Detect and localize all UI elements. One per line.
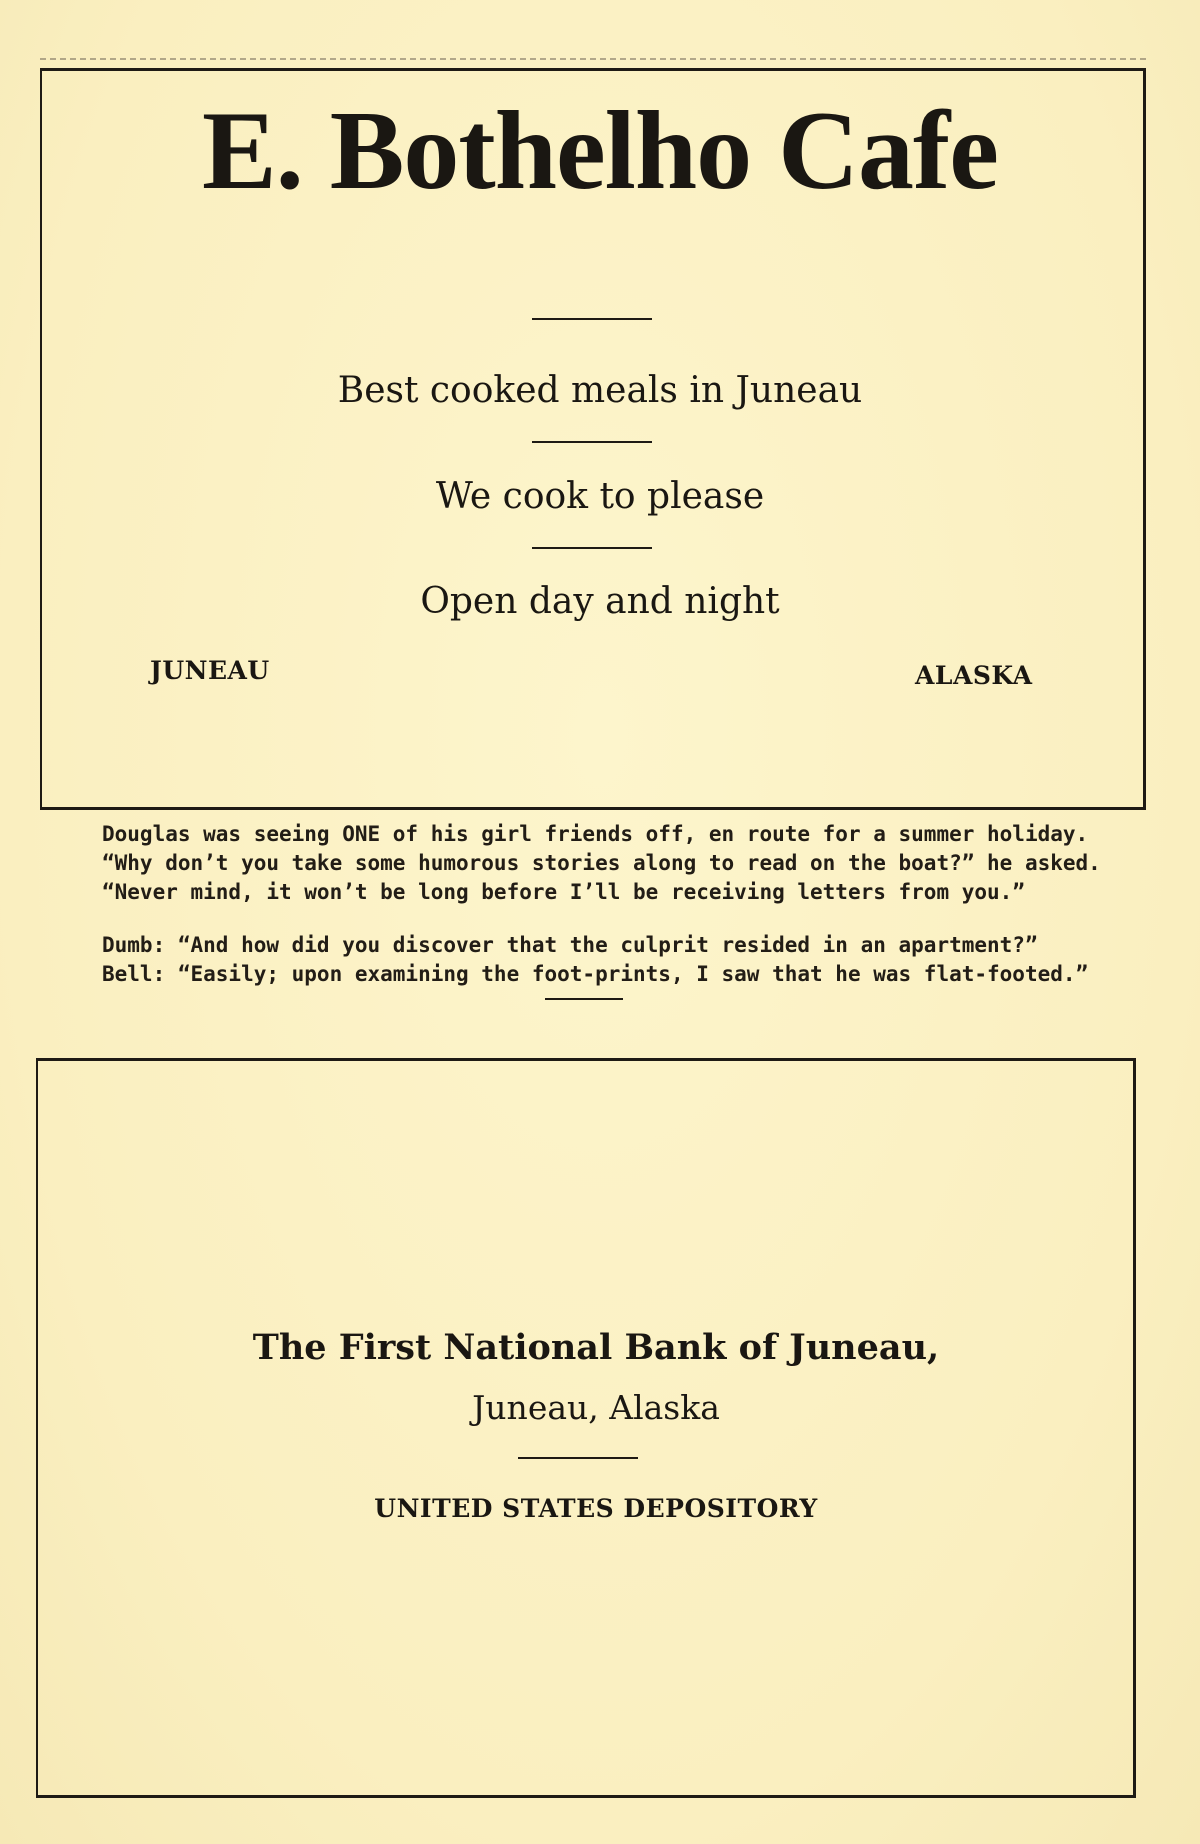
bank-city: Juneau, Alaska (472, 1388, 720, 1427)
joke2-answer: Bell: “Easily; upon examining the foot-prints, I saw that he was flat-footed.” (102, 962, 1089, 986)
cafe-divider-2 (532, 441, 652, 443)
joke1-punchline: “Never mind, it won’t be long before I’ll be receiving letters from you.” (102, 880, 1025, 904)
bank-designation: UNITED STATES DEPOSITORY (374, 1494, 818, 1523)
joke1-setup: Douglas was seeing ONE of his girl friends off, en route for a summer holiday. (102, 822, 1089, 846)
jokes-section (40, 820, 1140, 989)
joke2-question: Dumb: “And how did you discover that the culprit resided in an apartment?” (102, 933, 1038, 957)
cafe-tagline-cook: We cook to please (435, 476, 765, 517)
top-dashed-rule (40, 58, 1146, 60)
cafe-divider-3 (532, 547, 652, 549)
cafe-title: E. Bothelho Cafe (202, 89, 998, 213)
bank-divider (518, 1457, 638, 1459)
cafe-city-label: JUNEAU (150, 656, 270, 685)
bank-advertisement-box (36, 1058, 1136, 1798)
cafe-divider-1 (532, 318, 652, 320)
cafe-tagline-hours: Open day and night (420, 581, 780, 622)
cafe-state-label: ALASKA (915, 661, 1033, 690)
joke1-question: “Why don’t you take some humorous stories along to read on the boat?” he asked. (102, 851, 1101, 875)
bank-name: The First National Bank of Juneau, (252, 1327, 940, 1368)
joke-gap (40, 907, 1140, 931)
joke-separator (545, 998, 623, 1000)
cafe-tagline-meals: Best cooked meals in Juneau (337, 370, 863, 411)
